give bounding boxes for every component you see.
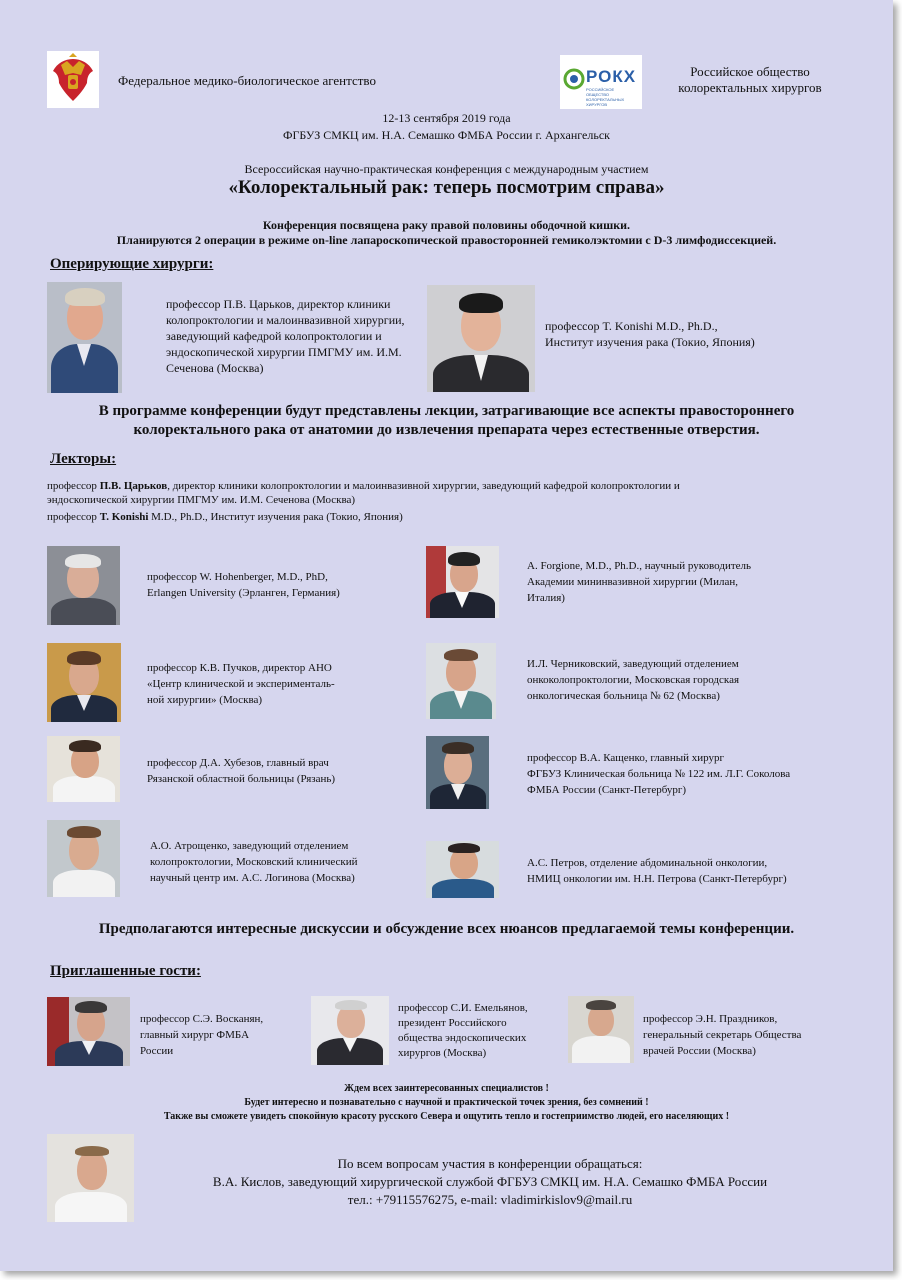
photo-chernikovsky	[426, 643, 496, 719]
rokx-logo	[560, 55, 642, 109]
intro-line-1: Конференция посвящена раку правой половины ободочной кишки.	[262, 218, 631, 232]
fmba-emblem	[47, 51, 99, 108]
surgeon-konishi-text: профессор T. Konishi M.D., Ph.D., Институт изучения рака (Токио, Япония)	[545, 319, 755, 349]
photo-prazdnikov	[568, 996, 634, 1063]
agency-name: Федеральное медико-биологическое агентство	[118, 73, 376, 88]
photo-emelyanov	[311, 996, 389, 1065]
society-name: Российское общество колоректальных хирургов	[678, 64, 822, 95]
guest-voskanyan-text: профессор С.Э. Восканян, главный хирург ФМБА России	[140, 1013, 264, 1057]
intro-line-2: Планируются 2 операции в режиме on-line лапароскопической правосторонней гемиколэктомии с D-3 лимфодиссекцией.	[116, 233, 777, 247]
lecturer-tsarkov-line: профессор П.В. Царьков, директор клиники колопроктологии и малоинвазивной хирургии, заведующий кафедрой колопроктологии и эндоскопической хирургии ПМГМУ им. И.М. Сеченова (Москва)	[47, 480, 680, 506]
conference-title: «Колоректальный рак: теперь посмотрим справа»	[228, 177, 665, 198]
double-eagle-emblem-icon	[47, 51, 99, 108]
lecturer-hohenberger-text: профессор W. Hohenberger, M.D., PhD, Erlangen University (Эрланген, Германия)	[147, 571, 340, 599]
event-date: 12-13 сентября 2019 года	[382, 111, 511, 125]
contact-phone-email[interactable]: тел.: +79115576275, e-mail: vladimirkislov9@mail.ru	[347, 1192, 633, 1207]
photo-kislov	[47, 1134, 134, 1222]
closing-text: Ждем всех заинтересованных специалистов ! Будет интересно и познавательно с научной и практической точек зрения, без сомнений ! Также вы сможете увидеть спокойную красоту русского Севера и ощутить тепло и гостеприимство людей, его населяющих !	[163, 1083, 730, 1122]
photo-tsarkov	[47, 282, 122, 393]
lecturer-puchkov-text: профессор К.В. Пучков, директор АНО «Центр клинической и эксперименталь- ной хирургии» (Москва)	[147, 662, 335, 706]
event-venue: ФГБУЗ СМКЦ им. Н.А. Семашко ФМБА России г. Архангельск	[283, 128, 610, 142]
lecturer-chernikovsky-text: И.Л. Черниковский, заведующий отделением онкоколопроктологии, Московская городская онкологическая больница № 62 (Москва)	[527, 658, 740, 702]
lecturer-atroshchenko-text: А.О. Атрощенко, заведующий отделением колопроктологии, Московский клинический научный центр им. А.С. Логинова (Москва)	[150, 840, 358, 884]
lecturer-khubezov-text: профессор Д.А. Хубезов, главный врач Рязанской областной больницы (Рязань)	[147, 757, 336, 785]
photo-khubezov	[47, 736, 120, 802]
photo-forgione	[426, 546, 499, 618]
surgeons-heading: Оперирующие хирурги:	[50, 256, 214, 272]
lecturer-konishi-line: профессор T. Konishi M.D., Ph.D., Институт изучения рака (Токио, Япония)	[47, 511, 403, 523]
photo-petrov	[426, 841, 499, 898]
surgeon-tsarkov-text: профессор П.В. Царьков, директор клиники колопроктологии и малоинвазивной хирургии, заведующий кафедрой колопроктологии и эндоскопической хирургии ПМГМУ им. И.М. Сеченова (Москва)	[166, 297, 405, 375]
guests-heading: Приглашенные гости:	[50, 963, 201, 979]
guest-prazdnikov-text: профессор Э.Н. Праздников, генеральный секретарь Общества врачей России (Москва)	[643, 1013, 802, 1057]
event-type: Всероссийская научно-практическая конференция с международным участием	[244, 162, 649, 176]
photo-atroshchenko	[47, 820, 120, 897]
guest-emelyanov-text: профессор С.И. Емельянов, президент Российского общества эндоскопических хирургов (Москва)	[398, 1002, 528, 1059]
photo-puchkov	[47, 643, 121, 722]
rokx-logo-subtitle: РОССИЙСКОЕ ОБЩЕСТВО КОЛОРЕКТАЛЬНЫХ ХИРУРГОВ	[586, 87, 625, 107]
lecturer-petrov-text: А.С. Петров, отделение абдоминальной онкологии, НМИЦ онкологии им. Н.Н. Петрова (Санкт-Петербург)	[527, 857, 787, 885]
lecturer-forgione-text: A. Forgione, M.D., Ph.D., научный руководитель Академии мининвазивной хирургии (Милан, Италия)	[527, 560, 752, 604]
photo-kashchenko	[426, 736, 489, 809]
discussion-statement: Предполагаются интересные дискуссии и обсуждение всех нюансов предлагаемой темы конференции.	[98, 921, 795, 937]
rokx-logo-text: РОКХ	[586, 67, 637, 86]
contact-block: По всем вопросам участия в конференции обращаться: В.А. Кислов, заведующий хирургической службой ФГБУЗ СМКЦ им. Н.А. Семашко ФМБА России тел.: +79115576275, e-mail: vladimirkislov9@mail.ru	[140, 1155, 840, 1209]
photo-hohenberger	[47, 546, 120, 625]
program-statement: В программе конференции будут представлены лекции, затрагивающие все аспекты правостороннего колоректального рака от анатомии до извлечения препарата через естественные отверстия.	[98, 403, 795, 438]
lecturer-kashchenko-text: профессор В.А. Кащенко, главный хирург ФГБУЗ Клиническая больница № 122 им. Л.Г. Соколова ФМБА России (Санкт-Петербург)	[527, 752, 791, 796]
photo-konishi	[427, 285, 535, 392]
photo-voskanyan	[47, 997, 130, 1066]
lecturers-heading: Лекторы:	[50, 451, 117, 467]
